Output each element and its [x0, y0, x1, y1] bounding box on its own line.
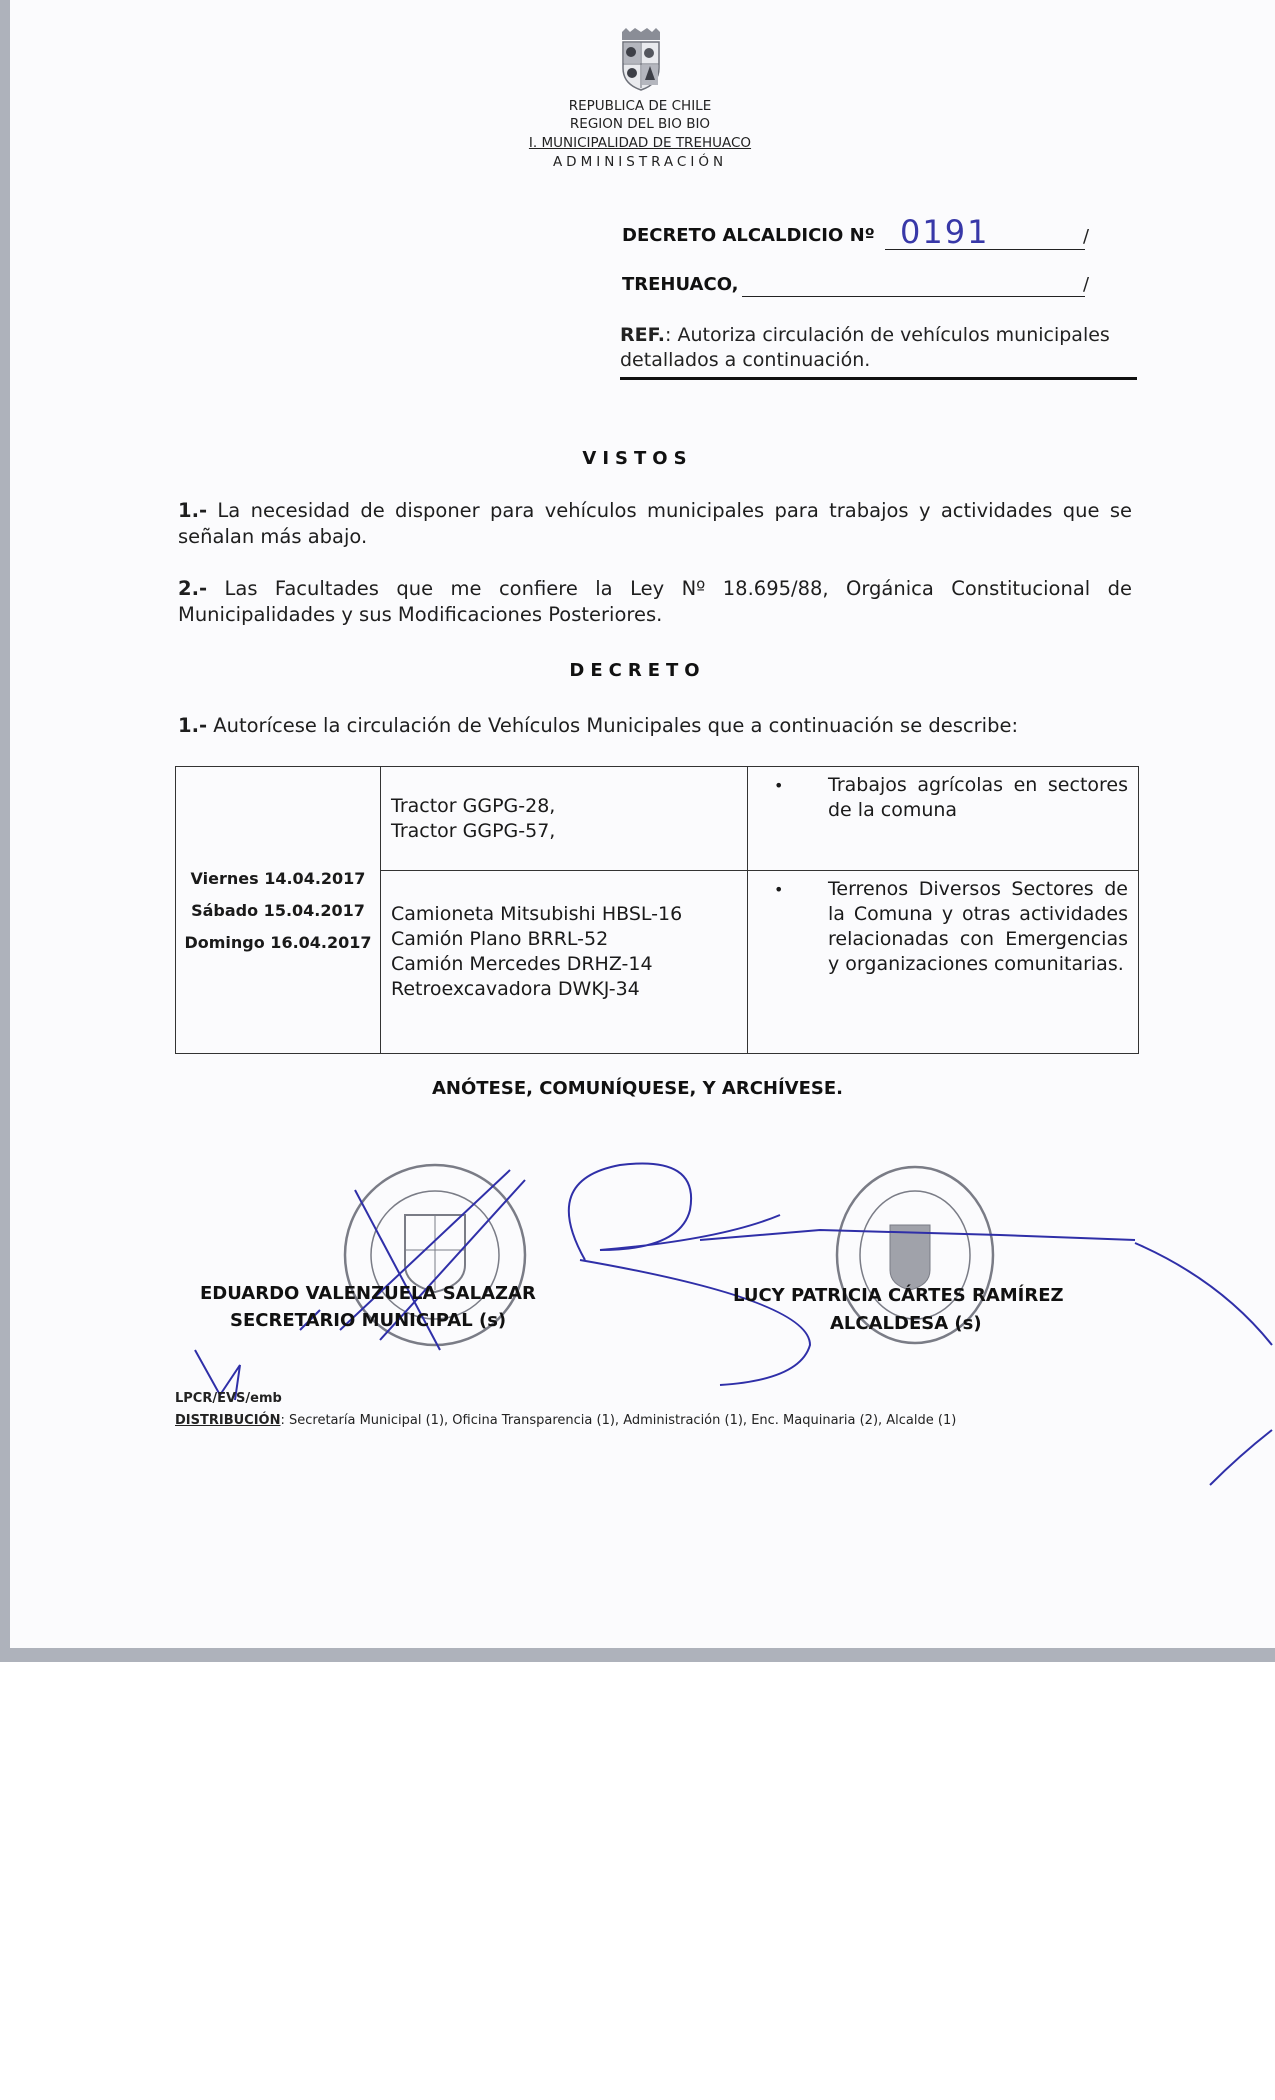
vehicle: Camioneta Mitsubishi HBSL-16 [391, 903, 683, 925]
item-text: Las Facultades que me confiere la Ley Nº 18.695/88, Orgánica Constitucional de Municipalidades y sus Modificaciones Posteriores. [178, 577, 1132, 626]
header-municipality: I. MUNICIPALIDAD DE TREHUACO [528, 135, 752, 151]
vehicle: Tractor GGPG-57, [391, 819, 556, 842]
header-region: REGION DEL BIO BIO [569, 116, 711, 132]
place-label: TREHUACO, [622, 274, 739, 295]
left-signer-name: EDUARDO VALENZUELA SALAZAR [200, 1283, 536, 1304]
bullet: • [774, 776, 784, 795]
vehicle: Tractor GGPG-28, [391, 794, 556, 817]
decree-number-label: DECRETO ALCALDICIO Nº [622, 225, 875, 246]
decree-number-handwritten: 0191 [900, 213, 990, 251]
item-text: La necesidad de disponer para vehículos municipales para trabajos y actividades que se señalan más abajo. [178, 499, 1132, 548]
reference-text: : Autoriza circulación de vehículos municipales detallados a continuación. [620, 324, 1110, 371]
closing-formula: ANÓTESE, COMUNÍQUESE, Y ARCHÍVESE. [431, 1078, 843, 1099]
date-sunday: Domingo 16.04.2017 [184, 932, 372, 952]
item-number: 2.- [178, 577, 208, 600]
vistos-heading: VISTOS [582, 448, 693, 469]
header-republic: REPUBLICA DE CHILE [568, 98, 712, 114]
vehicle: Camión Mercedes DRHZ-14 [391, 953, 653, 975]
initials [175, 1391, 282, 1406]
decreto-heading: DECRETO [569, 660, 706, 681]
left-signer-title: SECRETARIO MUNICIPAL (s) [230, 1310, 507, 1331]
right-signer-title: ALCALDESA (s) [830, 1313, 982, 1334]
activity-text: Trabajos agrícolas en sectores de la comuna [828, 774, 1128, 821]
date-slash: / [1083, 274, 1090, 295]
right-signer-name: LUCY PATRICIA CÁRTES RAMÍREZ [733, 1285, 1064, 1306]
activity-text: Terrenos Diversos Sectores de la Comuna y otras actividades relacionadas con Emergencias y organizaciones comunitarias. [828, 878, 1128, 975]
item-text: Autorícese la circulación de Vehículos Municipales que a continuación se describe: [207, 714, 1019, 737]
initials-text: LPCR/EVS/emb [175, 1391, 282, 1406]
reference-label: REF. [620, 324, 666, 346]
distribution [175, 1413, 956, 1428]
item-number: 1.- [178, 714, 208, 737]
vehicle: Retroexcavadora DWKJ-34 [391, 978, 640, 1000]
date-saturday: Sábado 15.04.2017 [191, 900, 365, 920]
vehicle: Camión Plano BRRL-52 [391, 928, 609, 950]
bullet: • [774, 880, 784, 899]
date-friday: Viernes 14.04.2017 [190, 868, 366, 888]
header-department: ADMINISTRACIÓN [552, 154, 728, 170]
decree-number-slash: / [1083, 226, 1090, 247]
distribution-text: : Secretaría Municipal (1), Oficina Transparencia (1), Administración (1), Enc. Maquinaria (2), Alcalde (1) [280, 1413, 957, 1428]
item-number: 1.- [178, 499, 208, 522]
distribution-label: DISTRIBUCIÓN [175, 1413, 281, 1428]
